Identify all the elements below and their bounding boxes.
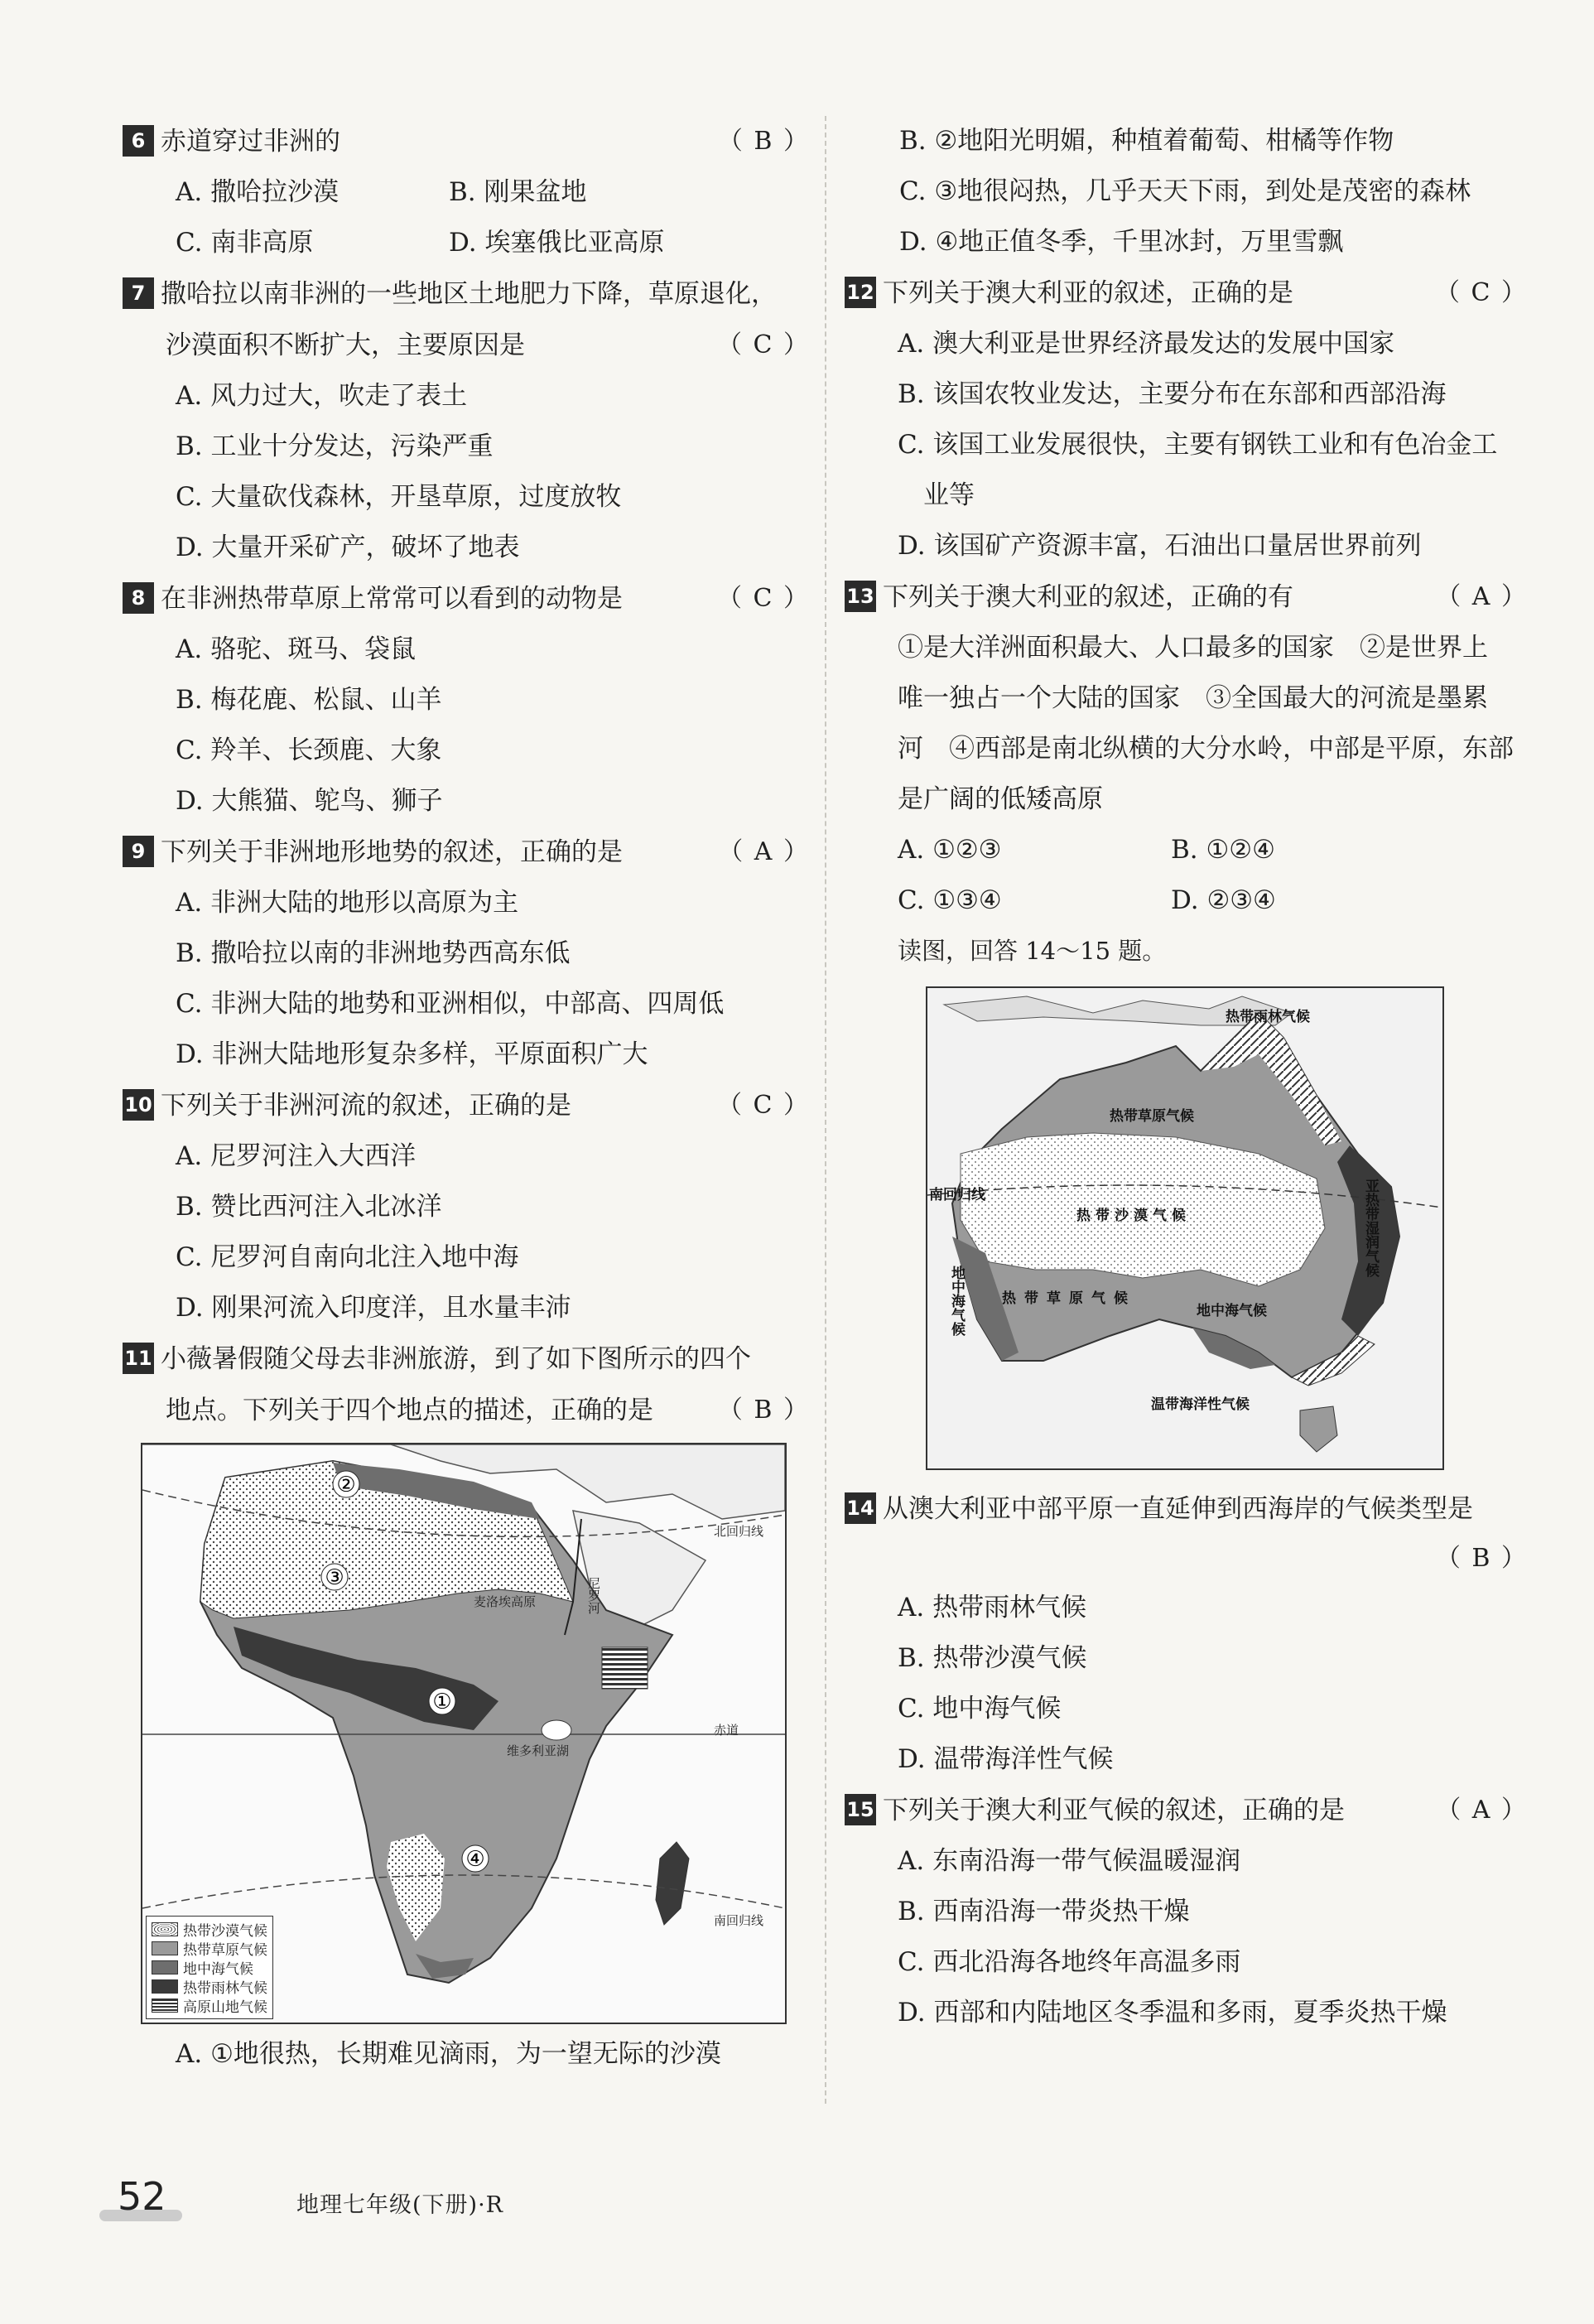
option: B. 撒哈拉以南的非洲地势西高东低 xyxy=(176,938,571,968)
option: C. 非洲大陆的地势和亚洲相似，中部高、四周低 xyxy=(176,989,725,1019)
question-number: 6 xyxy=(123,125,154,157)
option: B. ①②④ xyxy=(1171,835,1275,865)
option: A. 热带雨林气候 xyxy=(898,1593,1087,1622)
option: A. 骆驼、斑马、袋鼠 xyxy=(176,634,417,664)
question-stem-cont: 沙漠面积不断扩大，主要原因是 xyxy=(166,330,525,360)
answer: （ C ） xyxy=(716,584,810,613)
option: B. 热带沙漠气候 xyxy=(898,1643,1087,1673)
answer: （ B ） xyxy=(717,1396,810,1425)
question-10 xyxy=(123,1080,810,1333)
answer: （ B ） xyxy=(1435,1544,1528,1573)
answer: （ C ） xyxy=(1434,278,1528,307)
option: C. ①③④ xyxy=(898,885,1002,915)
option: A. 澳大利亚是世界经济最发达的发展中国家 xyxy=(898,329,1395,359)
australia-climate-map xyxy=(926,986,1444,1470)
question-stem: 下列关于澳大利亚的叙述，正确的有 xyxy=(883,582,1293,612)
option: A. 风力过大，吹走了表土 xyxy=(176,381,468,411)
option: B. 西南沿海一带炎热干燥 xyxy=(898,1897,1190,1926)
question-7 xyxy=(123,268,810,573)
tropic-s-label: 南回归线 xyxy=(714,1913,764,1928)
question-stem: 赤道穿过非洲的 xyxy=(161,127,340,157)
question-stem: 下列关于澳大利亚的叙述，正确的是 xyxy=(883,278,1293,308)
option: C. 尼罗河自南向北注入地中海 xyxy=(176,1242,519,1272)
question-stem-cont: 地点。下列关于四个地点的描述，正确的是 xyxy=(166,1396,653,1425)
question-number: 15 xyxy=(845,1794,876,1825)
australia-map-graphic xyxy=(927,988,1442,1468)
read-figure-instruction: 读图，回答 14～15 题。 xyxy=(898,937,1167,965)
question-stem: 下列关于澳大利亚气候的叙述，正确的是 xyxy=(883,1796,1345,1825)
option: D. 大量开采矿产，破坏了地表 xyxy=(176,533,520,562)
legend-item: 高原山地气候 xyxy=(183,1999,267,2016)
question-number: 9 xyxy=(123,836,154,867)
question-number: 8 xyxy=(123,582,154,614)
question-8 xyxy=(123,573,810,827)
mediterranean-w-label: 地中海气候 xyxy=(948,1266,965,1336)
q11-option-a: A. ①地很热，长期难见滴雨，为一望无际的沙漠 xyxy=(176,2039,721,2069)
legend-item: 热带草原气候 xyxy=(183,1942,267,1959)
question-number: 13 xyxy=(845,581,876,612)
left-column xyxy=(123,116,810,2080)
option: C. 南非高原 xyxy=(176,228,314,258)
question-15 xyxy=(845,1785,1528,2038)
savanna-w-label: 热带草原气候 xyxy=(1002,1290,1136,1307)
q11-option-b: B. ②地阳光明媚，种植着葡萄、柑橘等作物 xyxy=(899,126,1394,156)
rainforest-label: 热带雨林气候 xyxy=(1226,1009,1310,1025)
option: C. 西北沿海各地终年高温多雨 xyxy=(898,1947,1241,1977)
answer: （ A ） xyxy=(718,837,810,866)
victoria-label: 维多利亚湖 xyxy=(507,1743,570,1758)
desert-label: 热带沙漠气候 xyxy=(1076,1208,1191,1224)
question-number: 14 xyxy=(845,1492,876,1524)
marker-2: ② xyxy=(336,1473,356,1497)
question-14 xyxy=(845,1483,1528,1785)
q11-option-d: D. ④地正值冬季，千里冰封，万里雪飘 xyxy=(899,227,1344,257)
option: B. 工业十分发达，污染严重 xyxy=(176,432,494,461)
option: B. 该国农牧业发达，主要分布在东部和西部沿海 xyxy=(898,379,1447,409)
answer: （ B ） xyxy=(717,127,810,156)
option: D. 温带海洋性气候 xyxy=(898,1744,1114,1774)
option: A. 尼罗河注入大西洋 xyxy=(176,1141,417,1171)
legend-item: 热带雨林气候 xyxy=(183,1980,267,1997)
question-11 xyxy=(123,1333,810,1436)
answer: （ A ） xyxy=(1436,582,1528,611)
mediterranean-s-label: 地中海气候 xyxy=(1197,1303,1267,1319)
option: B. 梅花鹿、松鼠、山羊 xyxy=(176,685,442,715)
oceanic-label: 温带海洋性气候 xyxy=(1151,1396,1250,1413)
option: B. 刚果盆地 xyxy=(449,177,587,207)
option: D. 非洲大陆地形复杂多样，平原面积广大 xyxy=(176,1039,648,1069)
question-stem: 小薇暑假随父母去非洲旅游，到了如下图所示的四个 xyxy=(161,1344,751,1374)
question-stem: 从澳大利亚中部平原一直延伸到西海岸的气候类型是 xyxy=(883,1494,1473,1524)
question-9 xyxy=(123,827,810,1080)
book-title: 地理七年级(下册)·R xyxy=(296,2192,503,2218)
tropic-label: 南回归线 xyxy=(929,1187,985,1203)
option: C. 该国工业发展很快，主要有钢铁工业和有色冶金工 xyxy=(898,430,1498,460)
question-stem: 下列关于非洲河流的叙述，正确的是 xyxy=(161,1091,571,1121)
equator-label: 赤道 xyxy=(714,1723,739,1738)
option: C. 大量砍伐森林，开垦草原，过度放牧 xyxy=(176,482,622,512)
question-stem: 在非洲热带草原上常常可以看到的动物是 xyxy=(161,584,623,614)
option: D. 西部和内陆地区冬季温和多雨，夏季炎热干燥 xyxy=(898,1998,1447,2027)
tropic-n-label: 北回归线 xyxy=(714,1524,764,1539)
question-number: 11 xyxy=(123,1343,154,1374)
marker-3: ③ xyxy=(325,1565,344,1590)
option: C. 羚羊、长颈鹿、大象 xyxy=(176,735,442,765)
q11-option-c: C. ③地很闷热，几乎天天下雨，到处是茂密的森林 xyxy=(899,176,1471,206)
option: A. 撒哈拉沙漠 xyxy=(176,177,340,207)
nile-label: 尼罗河 xyxy=(586,1577,601,1614)
answer: （ A ） xyxy=(1436,1796,1528,1825)
statement-line: 是广阔的低矮高原 xyxy=(898,784,1103,814)
option: C. 地中海气候 xyxy=(898,1694,1062,1724)
question-stem: 下列关于非洲地形地势的叙述，正确的是 xyxy=(161,837,623,867)
legend-item: 热带沙漠气候 xyxy=(183,1923,267,1940)
savanna-label: 热带草原气候 xyxy=(1110,1108,1194,1125)
option: A. 东南沿海一带气候温暖湿润 xyxy=(898,1846,1241,1876)
option: D. ②③④ xyxy=(1171,885,1276,915)
question-number: 12 xyxy=(845,277,876,308)
subtropical-label: 亚热带湿润气候 xyxy=(1362,1179,1379,1277)
legend-item: 地中海气候 xyxy=(183,1961,253,1978)
page-number: 52 xyxy=(118,2174,166,2219)
question-6 xyxy=(123,116,810,268)
statement-line: 河 ④西部是南北纵横的大分水岭，中部是平原，东部 xyxy=(898,734,1514,764)
map-legend xyxy=(146,1916,273,2019)
option: A. ①②③ xyxy=(898,835,1002,865)
option: D. 埃塞俄比亚高原 xyxy=(449,228,665,258)
option: D. 大熊猫、鸵鸟、狮子 xyxy=(176,786,443,816)
statement-line: 唯一独占一个大陆的国家 ③全国最大的河流是墨累 xyxy=(898,683,1488,713)
africa-climate-map xyxy=(141,1443,787,2024)
option: D. 该国矿产资源丰富，石油出口量居世界前列 xyxy=(898,531,1422,561)
answer: （ C ） xyxy=(716,1091,810,1120)
question-12 xyxy=(845,268,1528,571)
right-column xyxy=(845,116,1528,2038)
marker-1: ① xyxy=(432,1690,452,1714)
option: B. 赞比西河注入北冰洋 xyxy=(176,1192,442,1222)
ethiopia-label: 麦洛埃高原 xyxy=(474,1594,537,1609)
question-number: 10 xyxy=(123,1089,154,1121)
option: A. 非洲大陆的地形以高原为主 xyxy=(176,888,519,918)
option: D. 刚果河流入印度洋，且水量丰沛 xyxy=(176,1293,571,1323)
question-stem: 撒哈拉以南非洲的一些地区土地肥力下降，草原退化， xyxy=(161,279,777,309)
option: 业等 xyxy=(898,480,975,510)
marker-4: ④ xyxy=(465,1847,485,1872)
question-13 xyxy=(845,571,1528,926)
answer: （ C ） xyxy=(716,330,810,359)
statement-line: ①是大洋洲面积最大、人口最多的国家 ②是世界上 xyxy=(898,633,1488,663)
column-divider xyxy=(825,116,826,2104)
question-number: 7 xyxy=(123,277,154,309)
